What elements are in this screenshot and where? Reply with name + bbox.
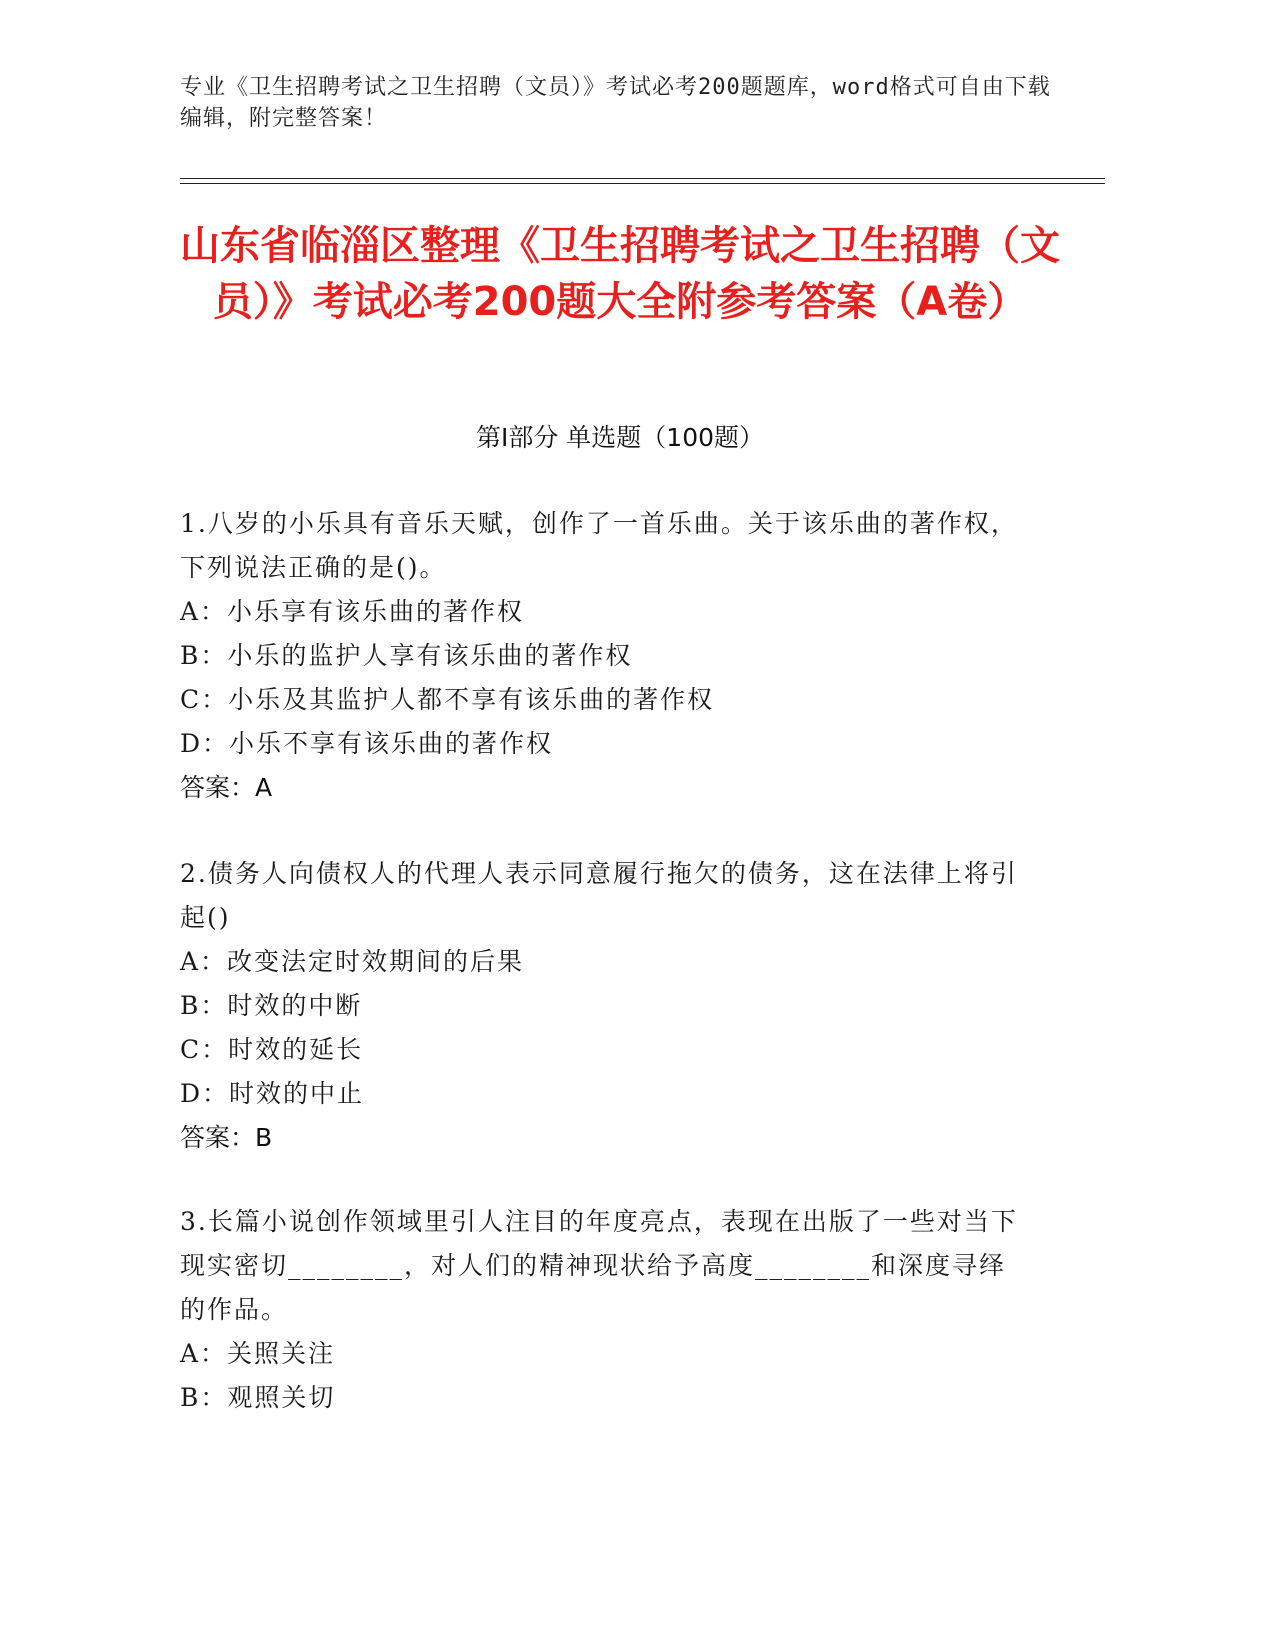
question-1	[180, 502, 1080, 810]
question-text: 3.长篇小说创作领域里引人注目的年度亮点，表现在出版了一些对当下现实密切________，对人们的精神现状给予高度________和深度寻绎的作品。	[180, 1207, 1018, 1324]
option-a: A：小乐享有该乐曲的著作权	[180, 597, 525, 626]
question-text: 1.八岁的小乐具有音乐天赋，创作了一首乐曲。关于该乐曲的著作权，下列说法正确的是()。	[180, 509, 1018, 582]
answer: 答案：A	[180, 773, 273, 802]
document-title: 山东省临淄区整理《卫生招聘考试之卫生招聘（文员）》考试必考200题大全附参考答案（A卷）	[180, 223, 1060, 325]
section-heading: 第Ⅰ部分 单选题（100题）	[475, 423, 765, 452]
header-note: 专业《卫生招聘考试之卫生招聘（文员）》考试必考200题题库，word格式可自由下载编辑，附完整答案！	[180, 75, 1051, 131]
option-a: A：关照关注	[180, 1339, 336, 1368]
header-divider	[180, 178, 1105, 184]
question-2	[180, 852, 1080, 1160]
option-d: D：时效的中止	[180, 1079, 365, 1108]
answer: 答案：B	[180, 1123, 273, 1152]
option-b: B：时效的中断	[180, 991, 363, 1020]
option-b: B：小乐的监护人享有该乐曲的著作权	[180, 641, 633, 670]
option-c: C：时效的延长	[180, 1035, 364, 1064]
option-d: D：小乐不享有该乐曲的著作权	[180, 729, 554, 758]
option-c: C：小乐及其监护人都不享有该乐曲的著作权	[180, 685, 715, 714]
question-text: 2.债务人向债权人的代理人表示同意履行拖欠的债务，这在法律上将引起()	[180, 859, 1018, 932]
question-3	[180, 1200, 1080, 1420]
option-b: B：观照关切	[180, 1383, 336, 1412]
option-a: A：改变法定时效期间的后果	[180, 947, 525, 976]
